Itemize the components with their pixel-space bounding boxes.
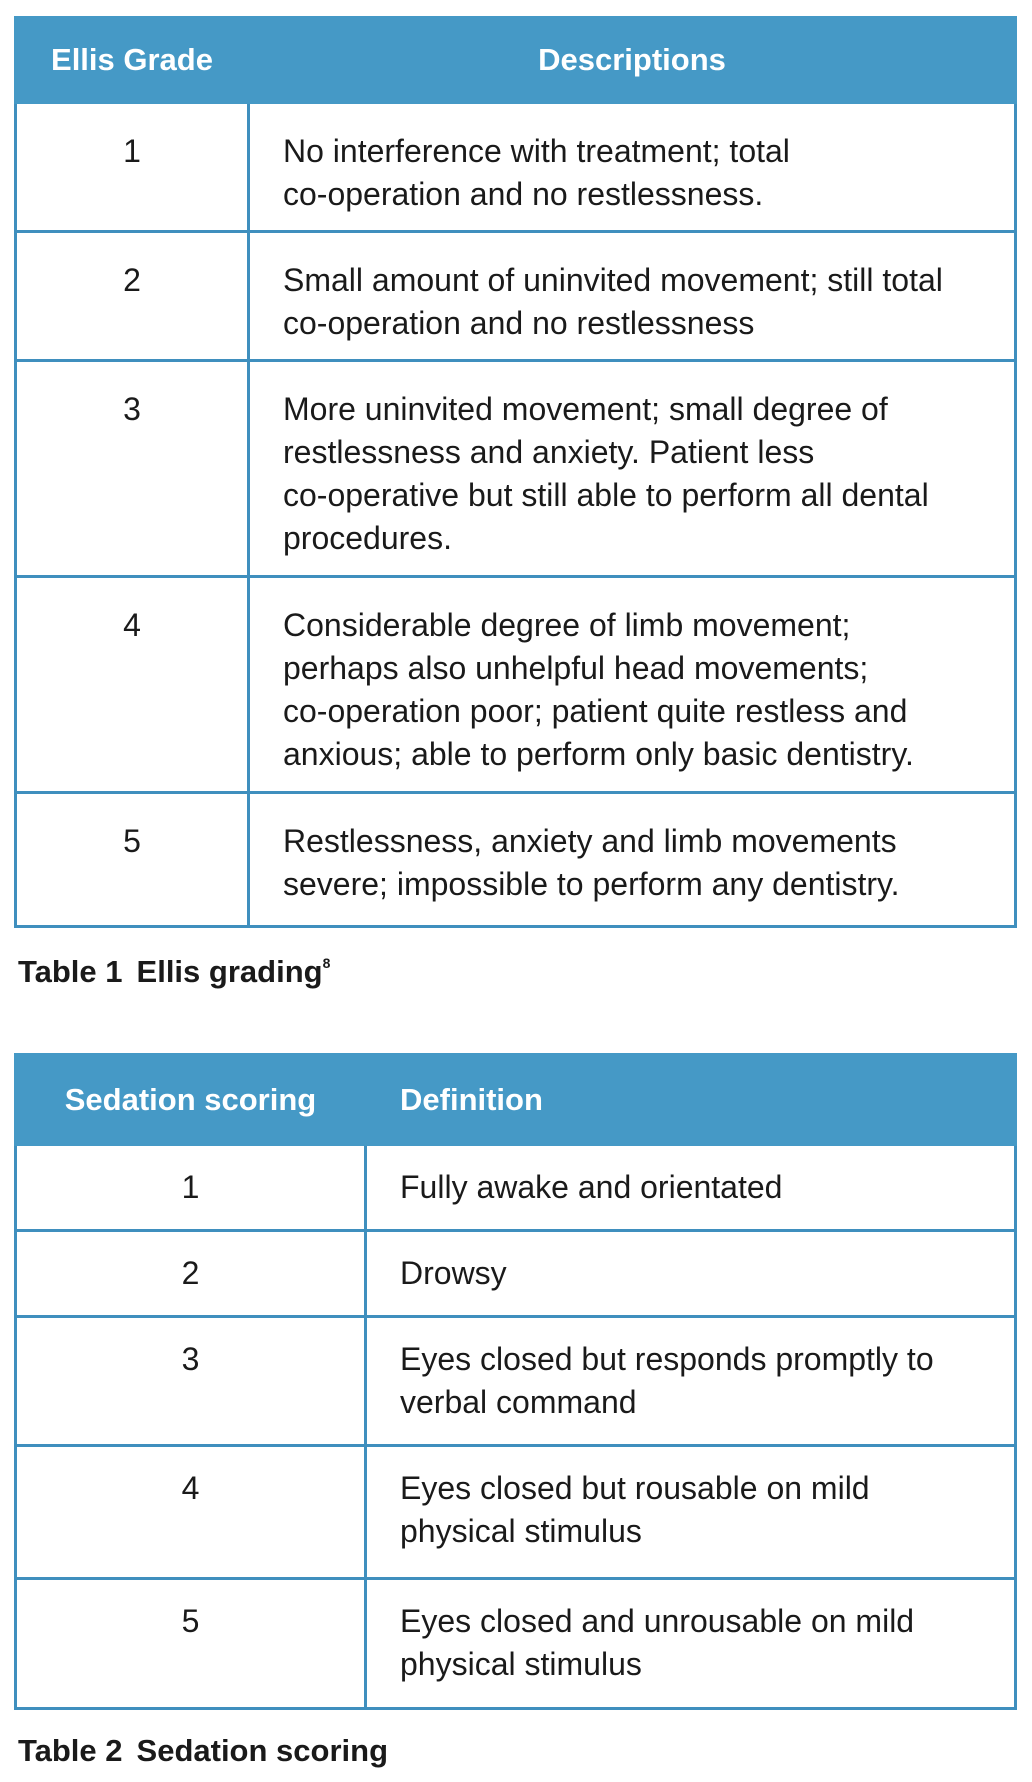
definition-cell xyxy=(366,1231,1016,1317)
description-cell xyxy=(249,793,1016,927)
description-line: co-operative but still able to perform all dental xyxy=(283,477,929,513)
description-cell xyxy=(249,577,1016,793)
table-header-row xyxy=(16,18,1016,103)
grade-cell: 4 xyxy=(16,577,249,793)
definition-line: verbal command xyxy=(400,1384,637,1420)
definition-line: Fully awake and orientated xyxy=(400,1169,783,1205)
ellis-grade-table xyxy=(14,16,1017,928)
caption-reference: 8 xyxy=(322,955,331,971)
definition-line: physical stimulus xyxy=(400,1513,642,1549)
grade-cell: 2 xyxy=(16,232,249,361)
table-row xyxy=(16,577,1016,793)
score-cell: 2 xyxy=(16,1231,366,1317)
description-line: No interference with treatment; total xyxy=(283,133,790,169)
column-header-descriptions: Descriptions xyxy=(249,18,1016,103)
definition-line: physical stimulus xyxy=(400,1646,642,1682)
score-cell: 4 xyxy=(16,1446,366,1579)
column-header-definition: Definition xyxy=(366,1055,1016,1145)
table-row xyxy=(16,1145,1016,1231)
description-line: perhaps also unhelpful head movements; xyxy=(283,650,869,686)
grade-cell: 1 xyxy=(16,103,249,232)
grade-cell: 5 xyxy=(16,793,249,927)
caption-title: Sedation scoring xyxy=(136,1733,389,1768)
description-line: Restlessness, anxiety and limb movements xyxy=(283,823,897,859)
caption-label: Table 1 xyxy=(18,954,123,989)
description-cell xyxy=(249,103,1016,232)
description-line: co-operation and no restlessness xyxy=(283,305,755,341)
caption-label: Table 2 xyxy=(18,1733,123,1768)
definition-cell xyxy=(366,1317,1016,1446)
definition-line: Eyes closed and unrousable on mild xyxy=(400,1603,915,1639)
table-row xyxy=(16,1446,1016,1579)
table-row xyxy=(16,361,1016,577)
description-cell xyxy=(249,361,1016,577)
grade-cell: 3 xyxy=(16,361,249,577)
description-line: procedures. xyxy=(283,520,452,556)
definition-line: Eyes closed but rousable on mild xyxy=(400,1470,870,1506)
description-line: co-operation and no restlessness. xyxy=(283,176,764,212)
description-line: Considerable degree of limb movement; xyxy=(283,607,851,643)
table-2-caption xyxy=(18,1733,388,1769)
table-row xyxy=(16,793,1016,927)
definition-cell xyxy=(366,1579,1016,1709)
score-cell: 5 xyxy=(16,1579,366,1709)
table-row xyxy=(16,1579,1016,1709)
description-line: restlessness and anxiety. Patient less xyxy=(283,434,815,470)
score-cell: 3 xyxy=(16,1317,366,1446)
column-header-sedation-scoring: Sedation scoring xyxy=(16,1055,366,1145)
description-line: Small amount of uninvited movement; still total xyxy=(283,262,943,298)
definition-line: Drowsy xyxy=(400,1255,507,1291)
caption-title: Ellis grading xyxy=(136,954,323,989)
definition-cell xyxy=(366,1446,1016,1579)
description-line: co-operation poor; patient quite restless and xyxy=(283,693,908,729)
table-row xyxy=(16,232,1016,361)
description-cell xyxy=(249,232,1016,361)
table-row xyxy=(16,1317,1016,1446)
score-cell: 1 xyxy=(16,1145,366,1231)
table-row xyxy=(16,103,1016,232)
table-row xyxy=(16,1231,1016,1317)
description-line: severe; impossible to perform any dentistry. xyxy=(283,866,900,902)
table-1-caption xyxy=(18,954,330,990)
description-line: anxious; able to perform only basic dentistry. xyxy=(283,736,914,772)
definition-cell xyxy=(366,1145,1016,1231)
table-header-row xyxy=(16,1055,1016,1145)
sedation-scoring-table xyxy=(14,1053,1017,1710)
column-header-ellis-grade: Ellis Grade xyxy=(16,18,249,103)
description-line: More uninvited movement; small degree of xyxy=(283,391,888,427)
definition-line: Eyes closed but responds promptly to xyxy=(400,1341,934,1377)
